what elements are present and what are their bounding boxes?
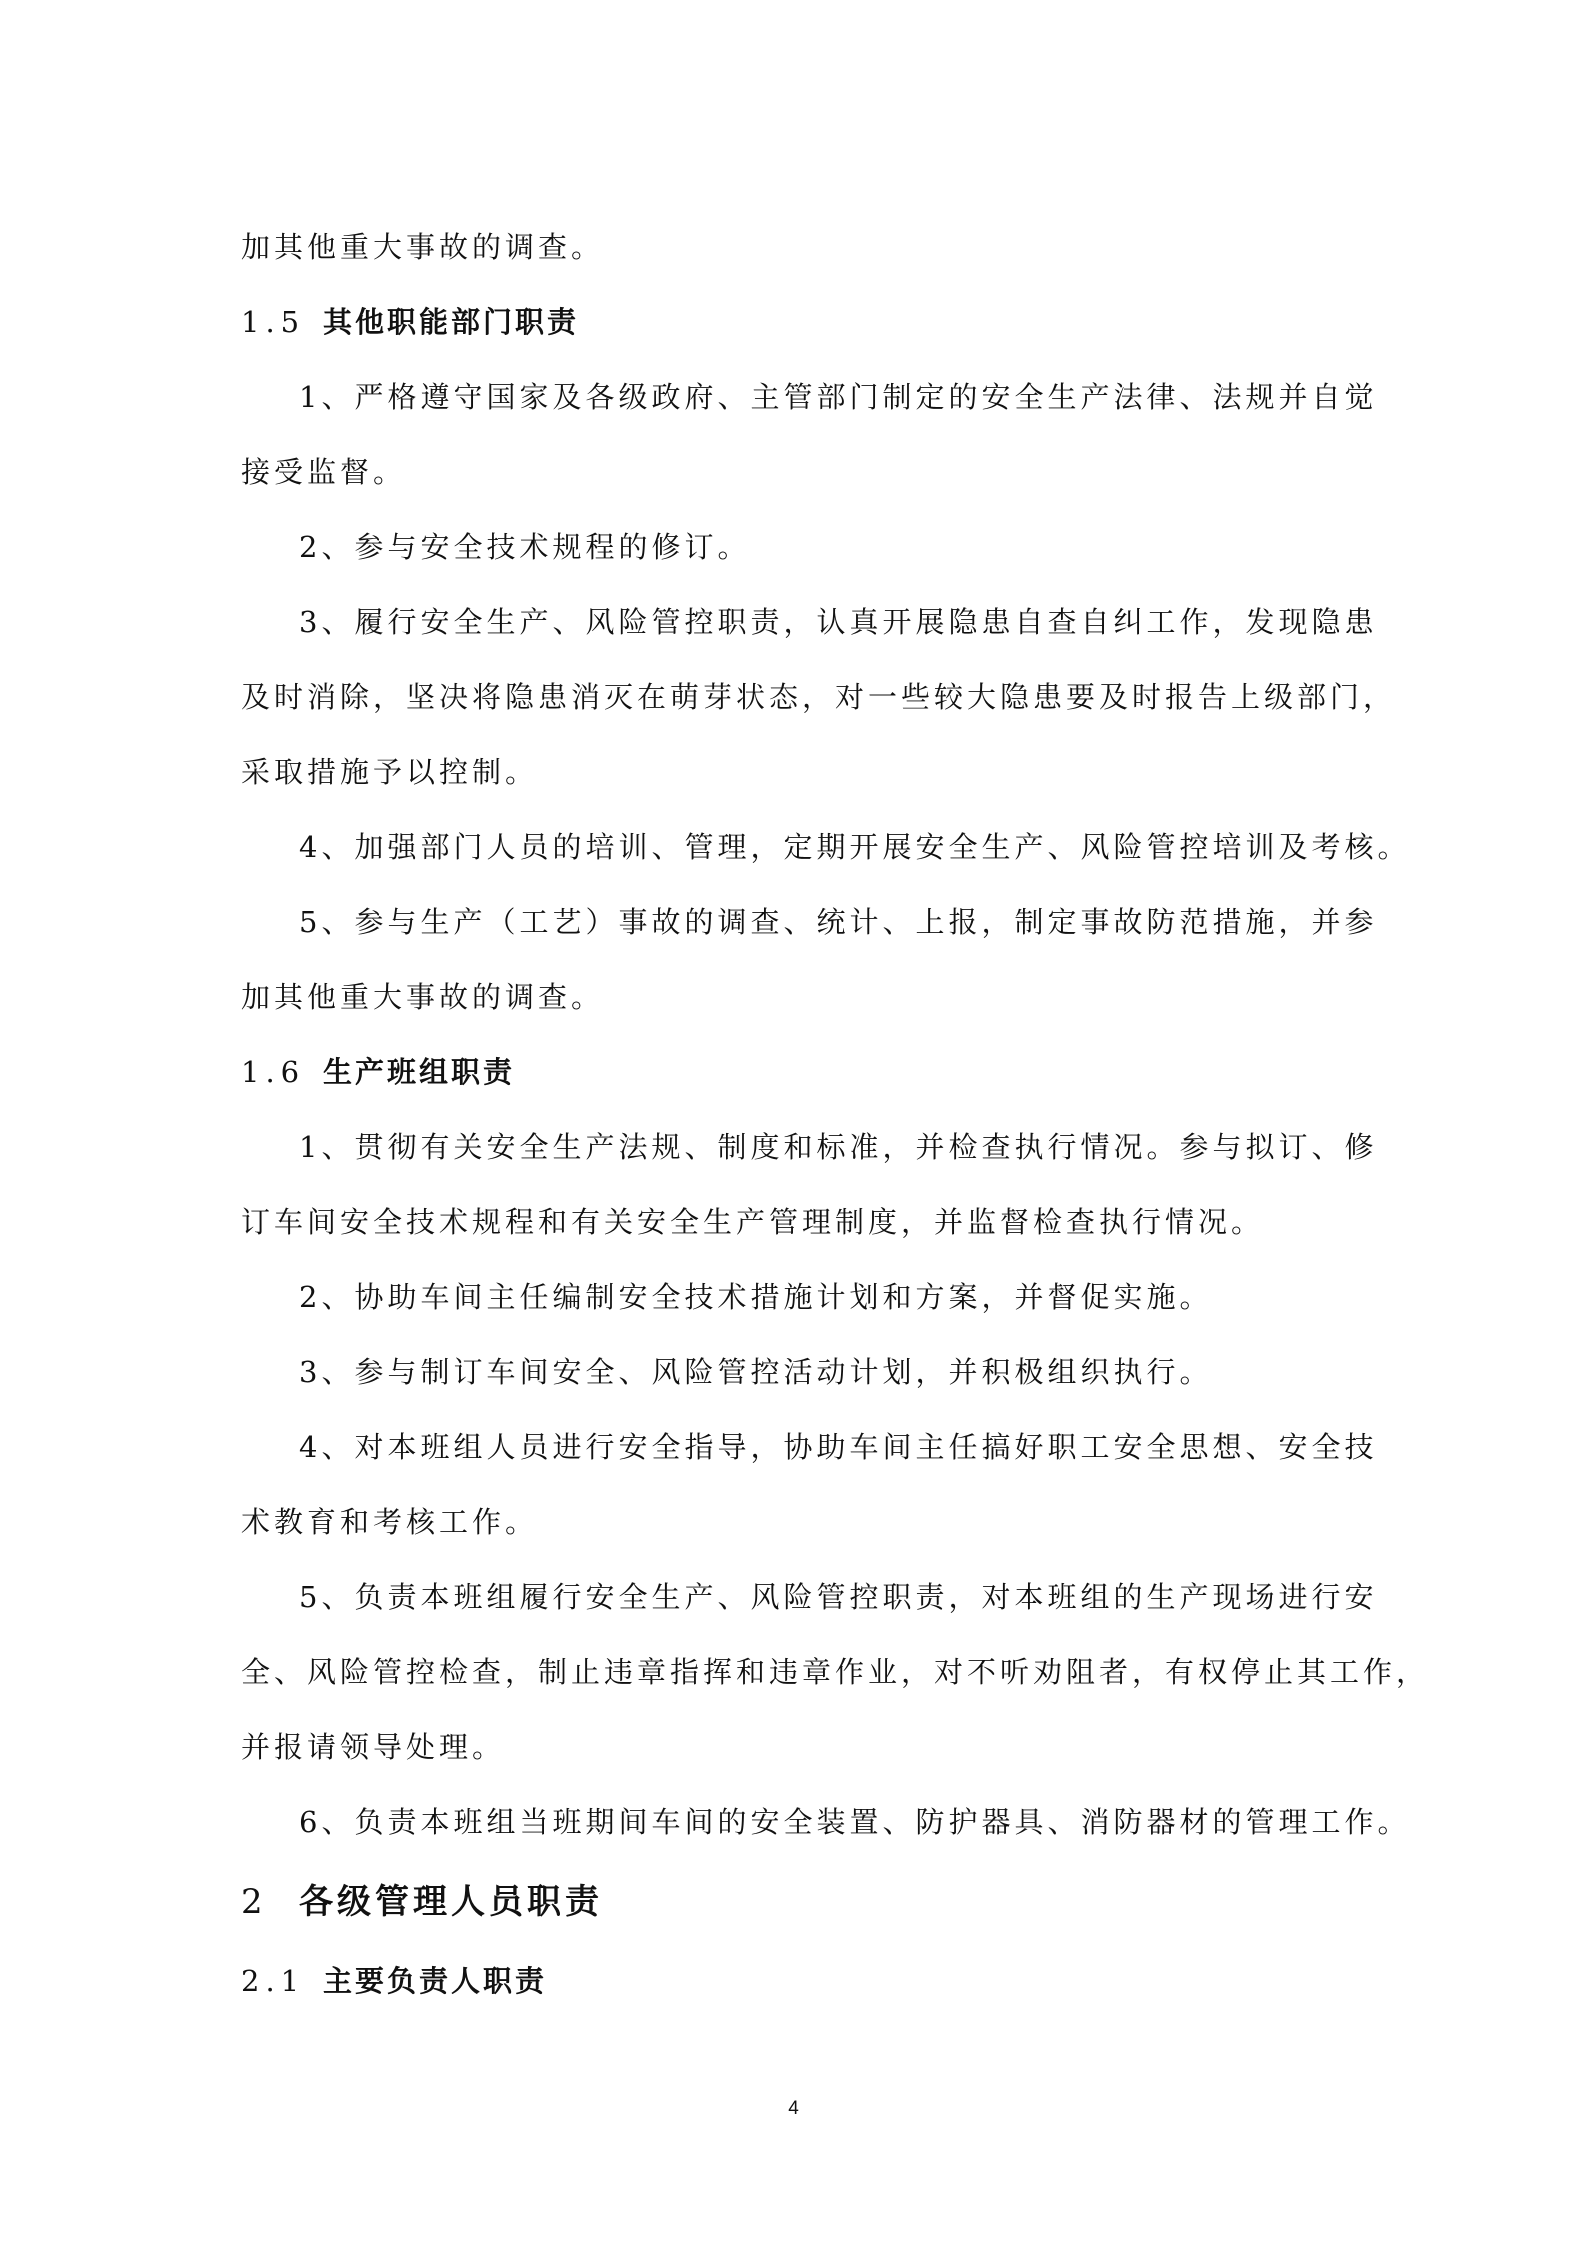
list-item — [241, 1560, 1430, 1785]
paragraph-line: 全、风险管控检查，制止违章指挥和违章作业，对不听劝阻者，有权停止其工作， — [241, 1655, 1430, 1689]
section-title: 其他职能部门职责 — [323, 305, 580, 339]
paragraph-line: 2、参与安全技术规程的修订。 — [299, 530, 751, 564]
paragraph-line: 接受监督。 — [241, 455, 407, 489]
list-item — [241, 1335, 1351, 1410]
list-item — [241, 360, 1378, 510]
chapter-number: 2 — [241, 1882, 267, 1922]
page-number: 4 — [788, 2098, 799, 2119]
chapter-title: 各级管理人员职责 — [299, 1882, 603, 1922]
list-item — [241, 585, 1397, 810]
section-number: 1.6 — [241, 1055, 306, 1089]
paragraph-line: 3、参与制订车间安全、风险管控活动计划，并积极组织执行。 — [299, 1355, 1213, 1389]
paragraph-line: 4、加强部门人员的培训、管理，定期开展安全生产、风险管控培训及考核。 — [299, 830, 1411, 864]
list-item — [241, 1410, 1378, 1560]
list-item — [241, 1110, 1378, 1260]
section-number: 2.1 — [241, 1964, 306, 1998]
chapter-heading-2 — [241, 1860, 1351, 1944]
paragraph-line: 术教育和考核工作。 — [241, 1505, 539, 1539]
section-title: 主要负责人职责 — [323, 1964, 548, 1998]
list-item — [241, 510, 1351, 585]
paragraph-line: 5、负责本班组履行安全生产、风险管控职责，对本班组的生产现场进行安 — [299, 1580, 1378, 1614]
paragraph-line: 加其他重大事故的调查。 — [241, 980, 605, 1014]
paragraph-line: 及时消除，坚决将隐患消灭在萌芽状态，对一些较大隐患要及时报告上级部门， — [241, 680, 1397, 714]
paragraph-line: 1、严格遵守国家及各级政府、主管部门制定的安全生产法律、法规并自觉 — [299, 380, 1378, 414]
paragraph-line: 1、贯彻有关安全生产法规、制度和标准，并检查执行情况。参与拟订、修 — [299, 1130, 1378, 1164]
paragraph-line: 采取措施予以控制。 — [241, 755, 539, 789]
list-item — [241, 810, 1411, 885]
paragraph-line: 3、履行安全生产、风险管控职责，认真开展隐患自查自纠工作，发现隐患 — [299, 605, 1378, 639]
section-number: 1.5 — [241, 305, 306, 339]
section-heading-1-5 — [241, 285, 1351, 360]
document-body — [241, 210, 1430, 2019]
section-heading-2-1 — [241, 1944, 1351, 2019]
section-heading-1-6 — [241, 1035, 1351, 1110]
section-title: 生产班组职责 — [323, 1055, 516, 1089]
paragraph-line: 订车间安全技术规程和有关安全生产管理制度，并监督检查执行情况。 — [241, 1205, 1265, 1239]
paragraph-line: 6、负责本班组当班期间车间的安全装置、防护器具、消防器材的管理工作。 — [299, 1805, 1411, 1839]
paragraph-line: 加其他重大事故的调查。 — [241, 230, 605, 264]
paragraph-line: 5、参与生产（工艺）事故的调查、统计、上报，制定事故防范措施，并参 — [299, 905, 1378, 939]
list-item — [241, 885, 1378, 1035]
paragraph-line: 4、对本班组人员进行安全指导，协助车间主任搞好职工安全思想、安全技 — [299, 1430, 1378, 1464]
paragraph-line: 2、协助车间主任编制安全技术措施计划和方案，并督促实施。 — [299, 1280, 1213, 1314]
paragraph-line: 并报请领导处理。 — [241, 1730, 506, 1764]
list-item — [241, 1260, 1351, 1335]
list-item — [241, 1785, 1411, 1860]
